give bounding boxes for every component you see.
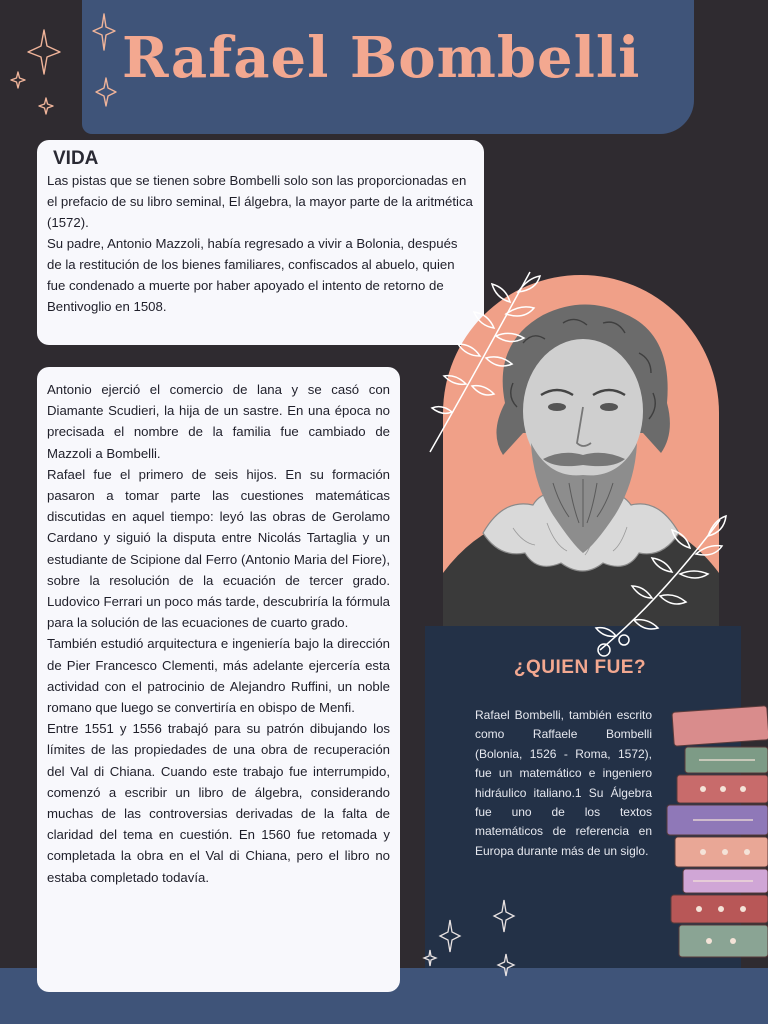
bio-paragraph: También estudió arquitectura e ingeniería bajo la dirección de Pier Francesco Clementi, más adelante ejercería esta actividad con el patrocinio de Alejandro Ruffini, un noble romano que luego se convertiría en obispo de Menfi. (47, 636, 390, 716)
leaf-branch-icon (410, 262, 550, 462)
vida-heading: VIDA (53, 148, 99, 169)
biography-card (37, 367, 400, 992)
quien-heading: ¿QUIEN FUE? (513, 657, 647, 678)
bio-paragraph: Entre 1551 y 1556 trabajó para su patrón dibujando los límites de las propiedades de una obra de recuperación del Val di Chiana. Cuando este trabajo fue interrumpido, comenzó a escribir un libro de álgebra, considerando muchas de las controversias derivadas de la falta de claridad del tema en cuestión. En 1560 fue retomada y completada la obra en el Val di Chiana, pero el libro no estaba completado todavía. (47, 721, 390, 885)
vida-paragraph: Las pistas que se tienen sobre Bombelli solo son las proporcionadas en el prefacio de su libro seminal, El álgebra, la mayor parte de la aritmética (1572). (47, 173, 473, 230)
sparkle-icon (0, 0, 130, 130)
quien-text: Rafael Bombelli, también escrito como Raffaele Bombelli (Bolonia, 1526 - Roma, 1572), fue un matemático e ingeniero hidráulico italiano.1 Su Álgebra fue uno de los textos matemáticos de referencia en Europa durante más de un siglo. (475, 708, 652, 858)
page-title: Rafael Bombelli (122, 25, 641, 91)
bio-paragraph: Rafael fue el primero de seis hijos. En su formación pasaron a tomar parte las cuestiones matemáticas discutidas en aquel tiempo: leyó las obras de Gerolamo Cardano y siguió la disputa entre Nicolás Tartaglia y un estudiante de Scipione dal Ferro (Antonio Maria del Fiore), sobre la resolución de la ecuación de tercer grado. Ludovico Ferrari un poco más tarde, descubriría la fórmula para la solución de las ecuaciones de cuarto grado. (47, 466, 390, 631)
sparkle-icon (420, 890, 530, 990)
bio-paragraph: Antonio ejerció el comercio de lana y se casó con Diamante Scudieri, la hija de un sastre. En una época no precisada el nombre de la familia fue cambiado de Mazzoli a Bombelli. (47, 382, 390, 461)
vida-paragraph: Su padre, Antonio Mazzoli, había regresado a vivir a Bolonia, después de la restitución de los bienes familiares, confiscados al abuelo, quien fue condenado a muerte por haber apoyado el intento de retorno de Bentivoglio en 1508. (47, 236, 458, 314)
leaf-branch-icon (580, 500, 730, 670)
book-stack-icon (663, 705, 768, 960)
